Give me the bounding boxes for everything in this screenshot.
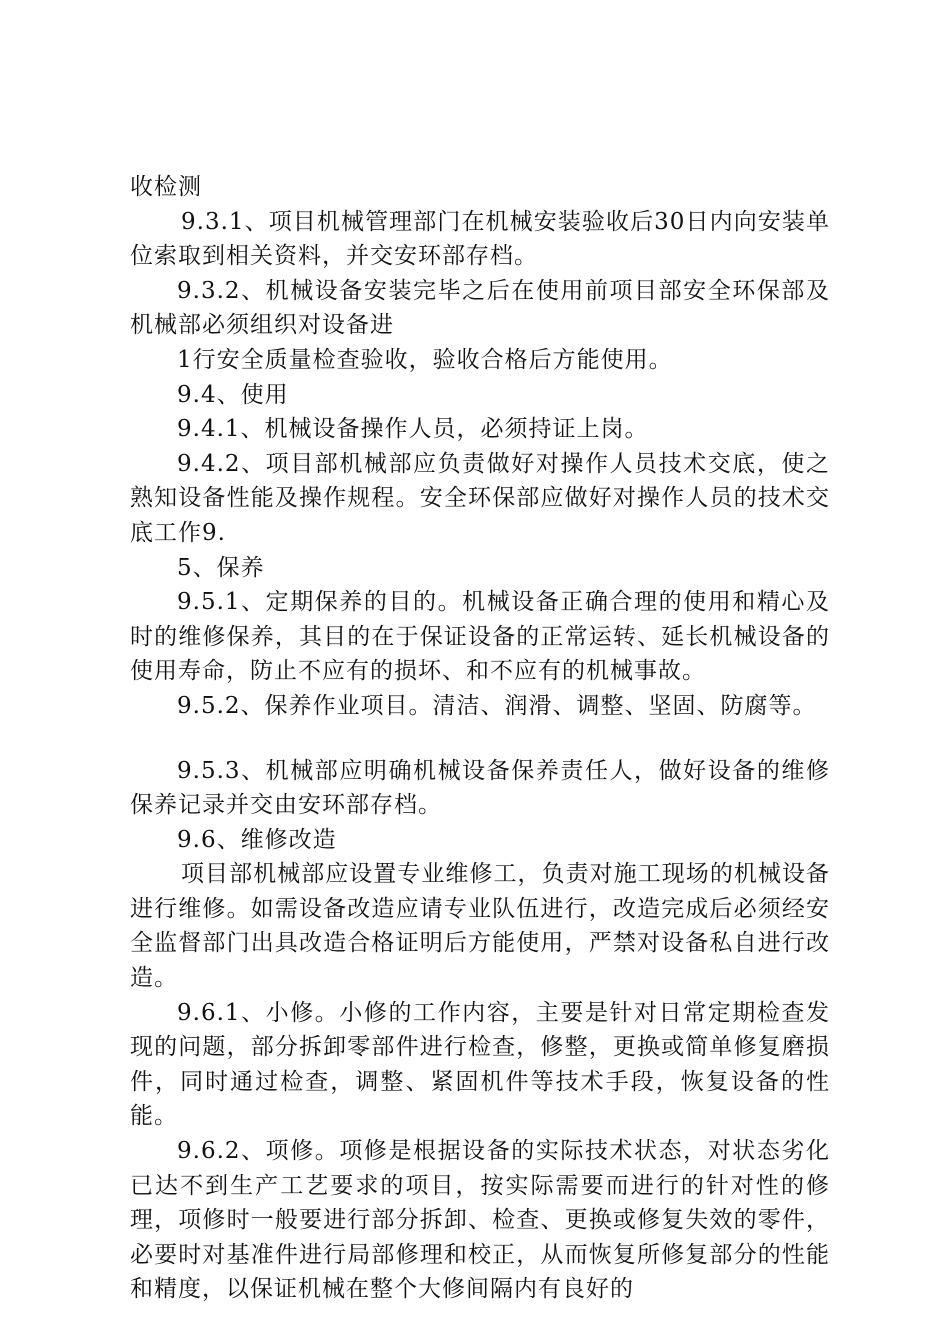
heading-9-6: 9.6、维修改造 (177, 826, 337, 853)
paragraph-9-6-2: 9.6.2、项修。项修是根据设备的实际技术状态，对状态劣化已达不到生产工艺要求的项目，按实际需要而进行的针对性的修理，项修时一般要进行部分拆卸、检查、更换或修复失效的零件，必要时对基准件进行局部修理和校正，从而恢复所修复部分的性能和精度，以保证机械在整个大修间隔内有良好的 (130, 1138, 830, 1303)
blank-line (130, 724, 830, 754)
paragraph-9-5-1: 9.5.1、定期保养的目的。机械设备正确合理的使用和精心及时的维修保养，其目的在于保证设备的正常运转、延长机械设备的使用寿命，防止不应有的损坏、和不应有的机械事故。 (130, 589, 830, 685)
heading-9-4: 9.4、使用 (177, 381, 289, 408)
heading-9-5: 5、保养 (177, 554, 265, 581)
paragraph-9-6-intro: 项目部机械部应设置专业维修工，负责对施工现场的机械设备进行维修。如需设备改造应请专业队伍进行，改造完成后必须经安全监督部门出具改造合格证明后方能使用，严禁对设备私自进行改造。 (130, 861, 830, 992)
paragraph-9-3-2-cont: 1行安全质量检查验收，验收合格后方能使用。 (177, 346, 673, 373)
paragraph-9-6-1: 9.6.1、小修。小修的工作内容，主要是针对日常定期检查发现的问题，部分拆卸零部件进行检查，修整，更换或简单修复磨损件，同时通过检查，调整、紧固机件等技术手段，恢复设备的性能。 (130, 999, 830, 1130)
paragraph-9-5-3: 9.5.3、机械部应明确机械设备保养责任人，做好设备的维修保养记录并交由安环部存档。 (130, 757, 830, 819)
paragraph-9-3-2: 9.3.2、机械设备安装完毕之后在使用前项目部安全环保部及机械部必须组织对设备进 (130, 277, 830, 339)
paragraph-9-5-2: 9.5.2、保养作业项目。清洁、润滑、调整、坚固、防腐等。 (177, 692, 817, 719)
paragraph-9-3-1: 9.3.1、项目机械管理部门在机械安装验收后30日内向安装单位索取到相关资料，并交安环部存档。 (130, 208, 830, 270)
paragraph-9-4-1: 9.4.1、机械设备操作人员，必须持证上岗。 (177, 416, 649, 443)
paragraph-continuation: 收检测 (130, 174, 202, 200)
document-body (130, 170, 830, 1307)
paragraph-9-4-2: 9.4.2、项目部机械部应负责做好对操作人员技术交底，使之熟知设备性能及操作规程。安全环保部应做好对操作人员的技术交底工作9. (130, 450, 830, 546)
